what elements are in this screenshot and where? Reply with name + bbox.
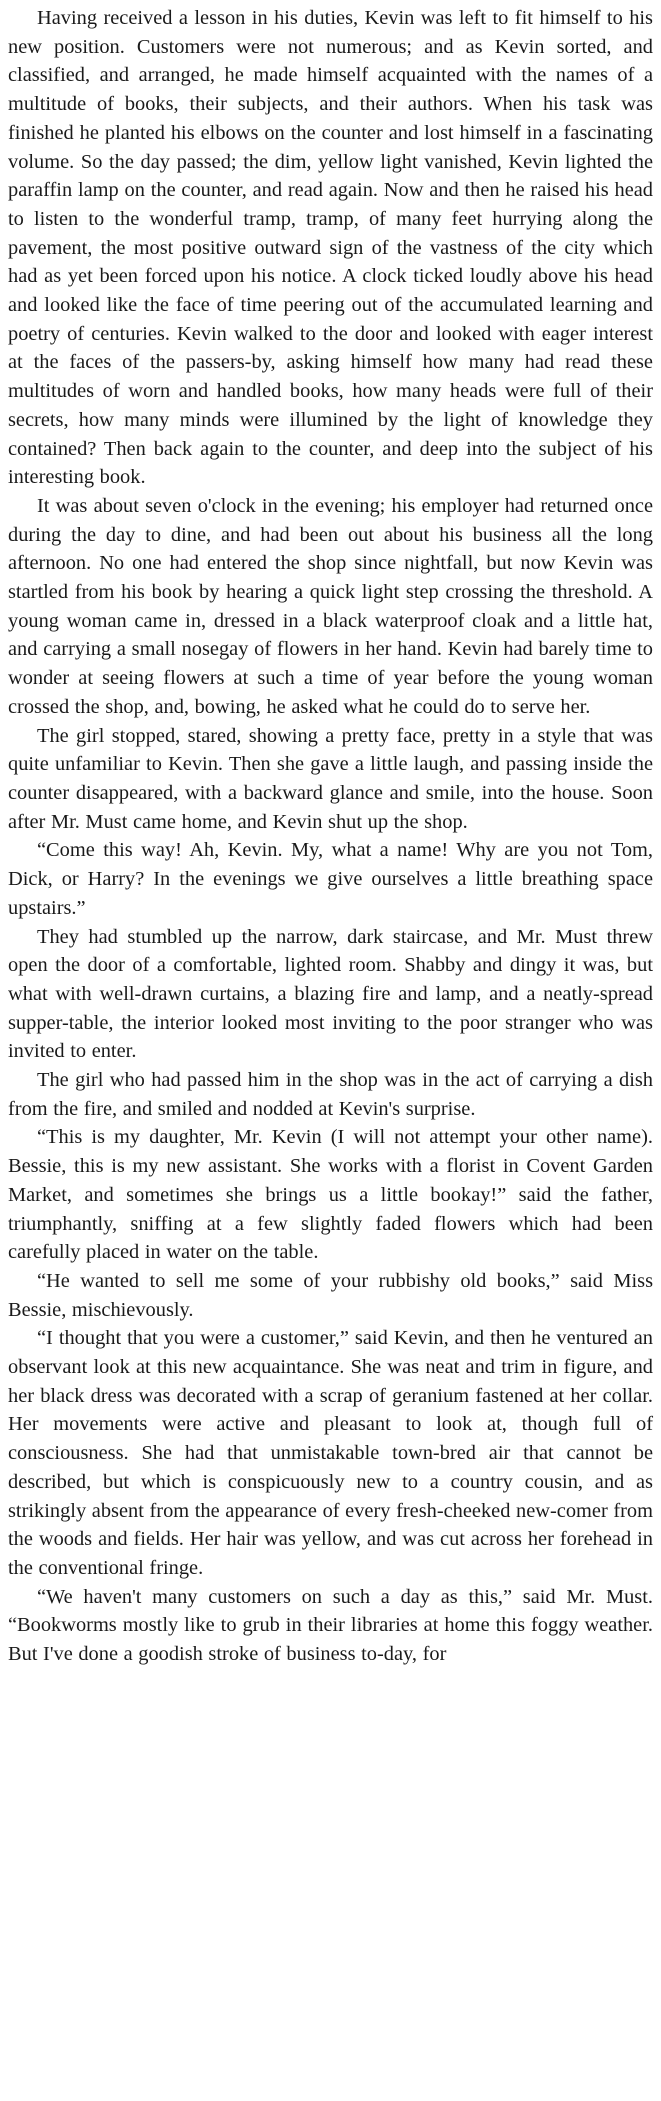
paragraph-6: The girl who had passed him in the shop was in the act of carrying a dish from the fire, and smiled and nodded at Kevin's surprise. — [8, 1069, 653, 1120]
paragraph-4: “Come this way! Ah, Kevin. My, what a name! Why are you not Tom, Dick, or Harry? In the evenings we give ourselves a little breathing space upstairs.” — [8, 839, 653, 919]
paragraph-2: It was about seven o'clock in the evening; his employer had returned once during the day to dine, and had been out about his business all the long afternoon. No one had entered the shop since nightfall, but now Kevin was startled from his book by hearing a quick light step crossing the threshold. A young woman came in, dressed in a black waterproof cloak and a little hat, and carrying a small nosegay of flowers in her hand. Kevin had barely time to wonder at seeing flowers at such a time of year before the young woman crossed the shop, and, bowing, he asked what he could do to serve her. — [8, 494, 653, 718]
paragraph-8: “He wanted to sell me some of your rubbishy old books,” said Miss Bessie, mischievously. — [8, 1269, 653, 1321]
paragraph-7: “This is my daughter, Mr. Kevin (I will not attempt your other name). Bessie, this is my new assistant. She works with a florist in Covent Garden Market, and sometimes she brings us a little bookay!” said the father, triumphantly, sniffing at a few slightly faded flowers which had been carefully placed in water on the table. — [8, 1126, 653, 1264]
paragraph-10: “We haven't many customers on such a day as this,” said Mr. Must. “Bookworms mostly like to grub in their libraries at home this foggy weather. But I've done a goodish stroke of business to-day, for — [8, 1585, 653, 1666]
paragraph-3: The girl stopped, stared, showing a pretty face, pretty in a style that was quite unfamiliar to Kevin. Then she gave a little laugh, and passing inside the counter disappeared, with a backward glance and smile, into the house. Soon after Mr. Must came home, and Kevin shut up the shop. — [8, 724, 653, 833]
paragraph-1: Having received a lesson in his duties, Kevin was left to fit himself to his new position. Customers were not numerous; and as Kevin sorted, and classified, and arranged, he made himself acquainted with the names of a multitude of books, their subjects, and their authors. When his task was finished he planted his elbows on the counter and lost himself in a fascinating volume. So the day passed; the dim, yellow light vanished, Kevin lighted the paraffin lamp on the counter, and read again. Now and then he raised his head to listen to the wonderful tramp, tramp, of many feet hurrying along the pavement, the most positive outward sign of the vastness of the city which had as yet been forced upon his notice. A clock ticked loudly above his head and looked like the face of time peering out of the accumulated learning and poetry of centuries. Kevin walked to the door and looked with eager interest at the faces of the passers-by, asking himself how many had read these multitudes of worn and handled books, how many heads were full of their secrets, how many minds were illumined by the light of knowledge they contained? Then back again to the counter, and deep into the subject of his interesting book. — [8, 7, 653, 489]
paragraph-9: “I thought that you were a customer,” said Kevin, and then he ventured an observant look at this new acquaintance. She was neat and trim in figure, and her black dress was decorated with a scrap of geranium fastened at her collar. Her movements were active and pleasant to look at, though full of consciousness. She had that unmistakable town-bred air that cannot be described, but which is conspicuously new to a country cousin, and as strikingly absent from the appearance of every fresh-cheeked new-comer from the woods and fields. Her hair was yellow, and was cut across her forehead in the conventional fringe. — [8, 1327, 653, 1579]
paragraph-5: They had stumbled up the narrow, dark staircase, and Mr. Must threw open the door of a comfortable, lighted room. Shabby and dingy it was, but what with well-drawn curtains, a blazing fire and lamp, and a neatly-spread supper-table, the interior looked most inviting to the poor stranger who was invited to enter. — [8, 925, 653, 1063]
